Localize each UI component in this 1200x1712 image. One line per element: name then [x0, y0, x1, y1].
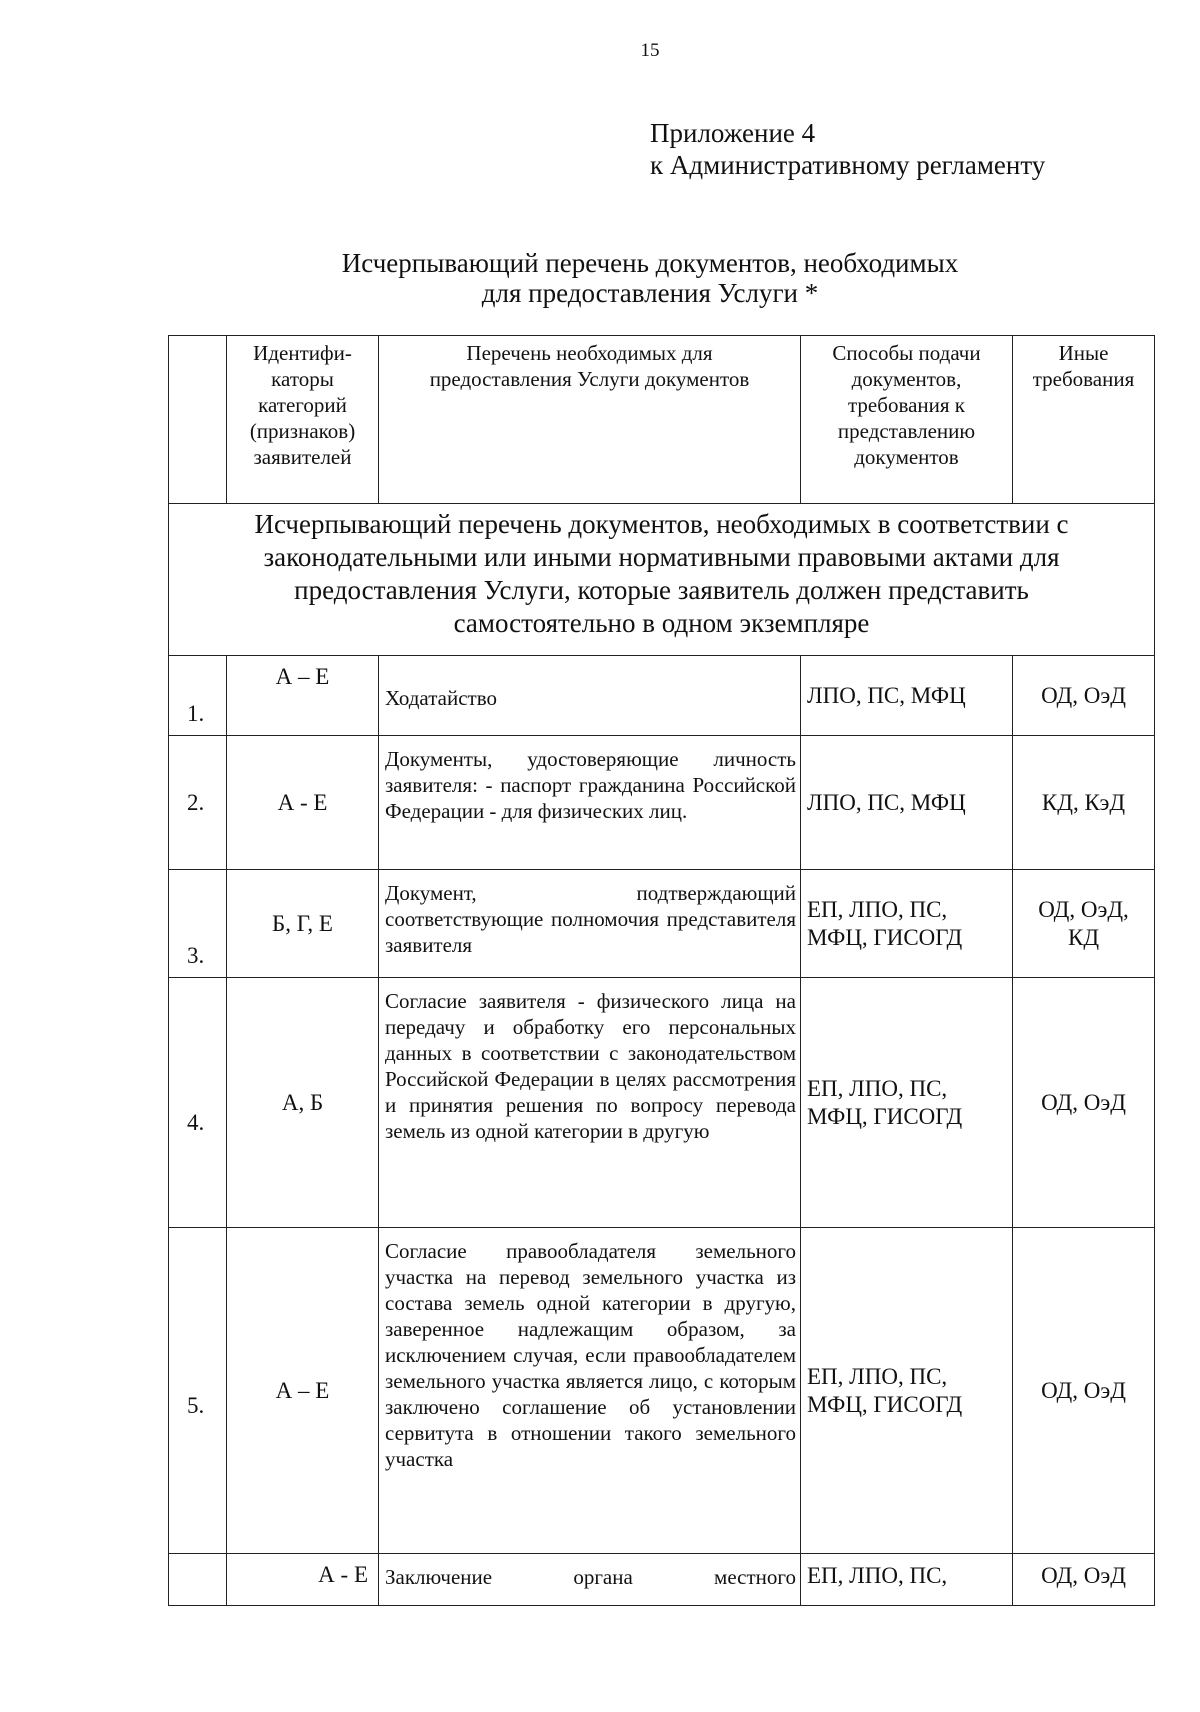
row-other: [1013, 736, 1155, 870]
row-other: [1013, 1554, 1155, 1606]
row-document: Согласие заявителя - физического лица на передачу и обработку его персональных данных в соответствии с законодательством Российской Федерации в целях рассмотрения и принятия решения по вопросу перевода земель из одной категории в другую: [379, 978, 801, 1228]
row-categories: А - Е: [227, 736, 379, 870]
header-documents-line: предоставления Услуги документов: [429, 367, 750, 391]
row-number: [169, 1554, 227, 1606]
table-header-row: [169, 336, 1155, 504]
row-methods: [801, 870, 1013, 978]
row-other-line: ОД, ОэД,: [1038, 896, 1129, 922]
page-number: 15: [640, 40, 660, 61]
appendix-line-2: к Административному регламенту: [650, 150, 1046, 180]
row-number: 4.: [169, 978, 227, 1228]
row-document: Ходатайство: [379, 656, 801, 736]
header-methods-line: представлению: [837, 419, 976, 443]
row-number: 3.: [169, 870, 227, 978]
row-methods-line: МФЦ, ГИСОГД: [807, 1391, 963, 1417]
row-other: [1013, 656, 1155, 736]
header-categories-line: Идентифи-: [253, 341, 352, 365]
section-header-line: предоставления Услуги, которые заявитель должен представить: [294, 575, 1029, 605]
row-categories: А, Б: [227, 978, 379, 1228]
document-title-line-1: Исчерпывающий перечень документов, необходимых: [341, 248, 959, 278]
section-header-line: законодательными или иными нормативными правовыми актами для: [263, 542, 1060, 572]
header-methods-line: Способы подачи: [832, 341, 981, 365]
row-document: Согласие правообладателя земельного участка на перевод земельного участка из состава земель одной категории в другую, заверенное надлежащим образом, за исключением случая, если правообладателем земельного участка является лицо, с которым заключено соглашение об установлении сервитута в отношении такого земельного участка: [379, 1228, 801, 1554]
row-methods-line: ЕП, ЛПО, ПС,: [807, 1563, 948, 1588]
row-methods-line: ЕП, ЛПО, ПС,: [807, 896, 948, 922]
row-methods-line: ЛПО, ПС, МФЦ: [807, 682, 966, 708]
row-document: Заключение органа местного: [379, 1554, 801, 1606]
header-documents-line: Перечень необходимых для: [466, 341, 713, 365]
row-categories: А – Е: [227, 656, 379, 736]
row-other: [1013, 978, 1155, 1228]
row-other: [1013, 1228, 1155, 1554]
section-header: [169, 504, 1155, 656]
header-documents: [379, 336, 801, 504]
header-categories-line: заявителей: [253, 445, 352, 469]
header-categories-line: категорий: [258, 393, 347, 417]
appendix-caption: [650, 117, 1045, 181]
row-other: [1013, 870, 1155, 978]
section-header-line: самостоятельно в одном экземпляре: [453, 608, 870, 638]
header-methods-line: документов: [854, 445, 959, 469]
header-categories: [227, 336, 379, 504]
row-number: 2.: [169, 736, 227, 870]
header-other-line: требования: [1032, 367, 1135, 391]
table-row: [169, 656, 1155, 736]
row-other-line: ОД, ОэД: [1041, 1563, 1126, 1588]
row-other-line: КД: [1067, 924, 1100, 950]
section-header-line: Исчерпывающий перечень документов, необходимых в соответствии с: [254, 509, 1069, 539]
row-methods: [801, 1554, 1013, 1606]
row-methods: [801, 978, 1013, 1228]
row-number: 5.: [169, 1228, 227, 1554]
header-num: [169, 336, 227, 504]
row-document: Документ, подтверждающий соответствующие полномочия представителя заявителя: [379, 870, 801, 978]
row-categories: Б, Г, Е: [227, 870, 379, 978]
header-methods-line: требования к: [848, 393, 965, 417]
section-header-row: [169, 504, 1155, 656]
document-title-line-2: для предоставления Услуги *: [481, 278, 819, 308]
table-row: [169, 1554, 1155, 1606]
row-categories: А – Е: [227, 1228, 379, 1554]
header-methods: [801, 336, 1013, 504]
header-other-line: Иные: [1058, 341, 1109, 365]
row-methods-line: МФЦ, ГИСОГД: [807, 924, 963, 950]
row-other-line: КД, КэД: [1041, 789, 1126, 815]
table-row: [169, 736, 1155, 870]
row-methods: [801, 736, 1013, 870]
row-document: Документы, удостоверяющие личность заявителя: - паспорт гражданина Российской Федерации - для физических лиц.: [379, 736, 801, 870]
row-methods-line: МФЦ, ГИСОГД: [807, 1103, 963, 1129]
table-row: [169, 870, 1155, 978]
document-title: [300, 248, 1000, 308]
row-methods-line: ЕП, ЛПО, ПС,: [807, 1363, 948, 1389]
row-number: 1.: [169, 656, 227, 736]
header-other: [1013, 336, 1155, 504]
row-categories: А - Е: [227, 1554, 379, 1606]
header-methods-line: документов,: [851, 367, 962, 391]
row-methods-line: ЛПО, ПС, МФЦ: [807, 789, 966, 815]
row-methods: [801, 656, 1013, 736]
requirements-table: [168, 335, 1155, 1606]
header-categories-line: (признаков): [249, 419, 356, 443]
appendix-line-1: Приложение 4: [650, 118, 816, 148]
row-other-line: ОД, ОэД: [1041, 1089, 1126, 1115]
header-categories-line: каторы: [271, 367, 334, 391]
row-methods-line: ЕП, ЛПО, ПС,: [807, 1075, 948, 1101]
row-other-line: ОД, ОэД: [1041, 1377, 1126, 1403]
row-methods: [801, 1228, 1013, 1554]
table-row: [169, 978, 1155, 1228]
row-other-line: ОД, ОэД: [1041, 682, 1126, 708]
table-row: [169, 1228, 1155, 1554]
